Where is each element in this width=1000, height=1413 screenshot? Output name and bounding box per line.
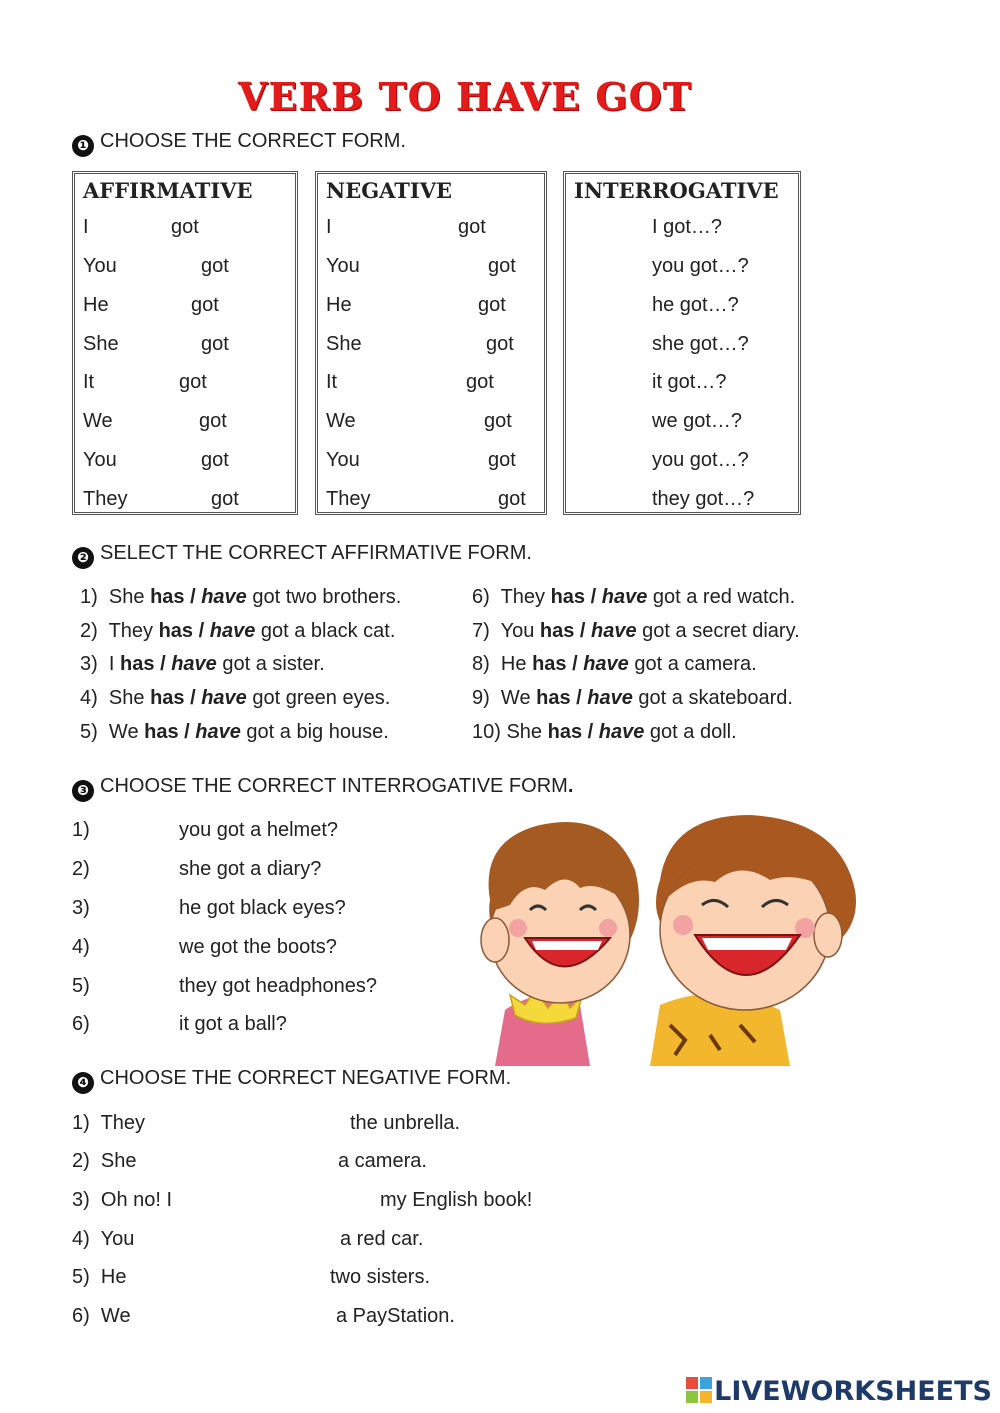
has-option[interactable]: has / (120, 653, 166, 675)
liveworksheets-logo[interactable] (686, 1376, 992, 1407)
neg-subject: I (326, 216, 332, 238)
neg-verb: got (486, 333, 514, 355)
interrogative-item: 5) they got headphones? (72, 975, 377, 997)
int-row: it got…? (652, 371, 727, 393)
has-option[interactable]: has / (150, 687, 196, 709)
neg-verb: got (488, 255, 516, 277)
section4-heading-text: CHOOSE THE CORRECT NEGATIVE FORM. (100, 1067, 512, 1089)
have-option[interactable]: have (209, 620, 256, 642)
aff-subject: We (83, 410, 113, 432)
section2-number: ❷ (72, 547, 94, 569)
has-option[interactable]: has / (536, 687, 582, 709)
have-option[interactable]: have (583, 653, 629, 675)
has-option[interactable]: has / (144, 721, 190, 743)
has-option[interactable]: has / (539, 620, 586, 642)
neg-verb: got (466, 371, 494, 393)
section3-heading-text: CHOOSE THE CORRECT INTERROGATIVE FORM (100, 775, 568, 797)
int-row: you got…? (652, 449, 749, 471)
section4-number: ❹ (72, 1072, 94, 1094)
has-option[interactable]: has / (547, 721, 594, 743)
page-title: VERB TO HAVE GOT (237, 74, 693, 119)
aff-subject: He (83, 294, 109, 316)
aff-verb: got (201, 449, 229, 471)
aff-subject: I (83, 216, 89, 238)
section3-heading: ❸ CHOOSE THE CORRECT INTERROGATIVE FORM. (72, 775, 573, 802)
neg-subject: He (326, 294, 352, 316)
have-option[interactable]: have (598, 721, 645, 743)
interrogative-header: INTERROGATIVE (574, 178, 779, 203)
neg-verb: got (484, 410, 512, 432)
int-row: I got…? (652, 216, 723, 238)
neg-subject: It (326, 371, 338, 393)
affirmative-header: AFFIRMATIVE (83, 178, 253, 203)
lw-logo-icon (686, 1377, 712, 1403)
int-row: she got…? (652, 333, 749, 355)
affirmative-item: 7) You has / have got a secret diary. (472, 620, 800, 642)
have-option[interactable]: have (201, 586, 247, 608)
affirmative-item: 9) We has / have got a skateboard. (472, 687, 793, 709)
section1-heading-text: CHOOSE THE CORRECT FORM. (100, 130, 406, 152)
negative-item: 4) You a red car. (72, 1228, 424, 1250)
interrogative-item: 3) he got black eyes? (72, 897, 346, 919)
has-option[interactable]: has / (550, 586, 597, 608)
negative-header: NEGATIVE (326, 178, 453, 203)
negative-item: 6) We a PayStation. (72, 1305, 455, 1327)
aff-subject: You (83, 255, 117, 277)
negative-item: 1) They the unbrella. (72, 1112, 461, 1134)
have-option[interactable]: have (587, 687, 633, 709)
neg-verb: got (458, 216, 486, 238)
aff-subject: It (83, 371, 95, 393)
negative-item: 2) She a camera. (72, 1150, 427, 1172)
affirmative-item: 10) She has / have got a doll. (472, 721, 737, 743)
have-option[interactable]: have (201, 687, 247, 709)
affirmative-item: 3) I has / have got a sister. (80, 653, 325, 675)
has-option[interactable]: has / (158, 620, 205, 642)
interrogative-item: 6) it got a ball? (72, 1013, 287, 1035)
aff-subject: They (83, 488, 128, 510)
int-row: you got…? (652, 255, 749, 277)
has-option[interactable]: has / (532, 653, 578, 675)
have-option[interactable]: have (171, 653, 217, 675)
neg-subject: You (326, 255, 360, 277)
section2-heading-text: SELECT THE CORRECT AFFIRMATIVE FORM. (100, 542, 532, 564)
neg-subject: You (326, 449, 360, 471)
negative-item: 3) Oh no! I my English book! (72, 1189, 533, 1211)
affirmative-item: 2) They has / have got a black cat. (80, 620, 396, 642)
interrogative-table (563, 171, 801, 515)
int-row: they got…? (652, 488, 755, 510)
section1-number: ❶ (72, 135, 94, 157)
negative-item: 5) He two sisters. (72, 1266, 431, 1288)
int-row: we got…? (652, 410, 743, 432)
neg-subject: They (326, 488, 371, 510)
aff-verb: got (199, 410, 227, 432)
interrogative-item: 4) we got the boots? (72, 936, 337, 958)
aff-subject: You (83, 449, 117, 471)
affirmative-item: 8) He has / have got a camera. (472, 653, 757, 675)
interrogative-item: 1) you got a helmet? (72, 819, 338, 841)
section2-heading (72, 542, 532, 569)
neg-subject: We (326, 410, 356, 432)
aff-verb: got (179, 371, 207, 393)
aff-verb: got (201, 333, 229, 355)
aff-verb: got (201, 255, 229, 277)
aff-subject: She (83, 333, 119, 355)
int-row: he got…? (652, 294, 739, 316)
section4-heading (72, 1067, 511, 1094)
have-option[interactable]: have (591, 620, 637, 642)
section1-heading (72, 130, 406, 157)
logo-text: LIVEWORKSHEETS (714, 1376, 992, 1407)
aff-verb: got (211, 488, 239, 510)
neg-subject: She (326, 333, 362, 355)
affirmative-item: 5) We has / have got a big house. (80, 721, 389, 743)
aff-verb: got (171, 216, 199, 238)
affirmative-item: 4) She has / have got green eyes. (80, 687, 391, 709)
negative-table (315, 171, 547, 515)
neg-verb: got (498, 488, 526, 510)
affirmative-item: 1) She has / have got two brothers. (80, 586, 402, 608)
neg-verb: got (478, 294, 506, 316)
have-option[interactable]: have (195, 721, 241, 743)
have-option[interactable]: have (601, 586, 648, 608)
neg-verb: got (488, 449, 516, 471)
has-option[interactable]: has / (150, 586, 196, 608)
interrogative-item: 2) she got a diary? (72, 858, 322, 880)
laughing-kids-illustration (470, 810, 870, 1066)
affirmative-item: 6) They has / have got a red watch. (472, 586, 796, 608)
section3-number: ❸ (72, 780, 94, 802)
aff-verb: got (191, 294, 219, 316)
affirmative-table (72, 171, 298, 515)
